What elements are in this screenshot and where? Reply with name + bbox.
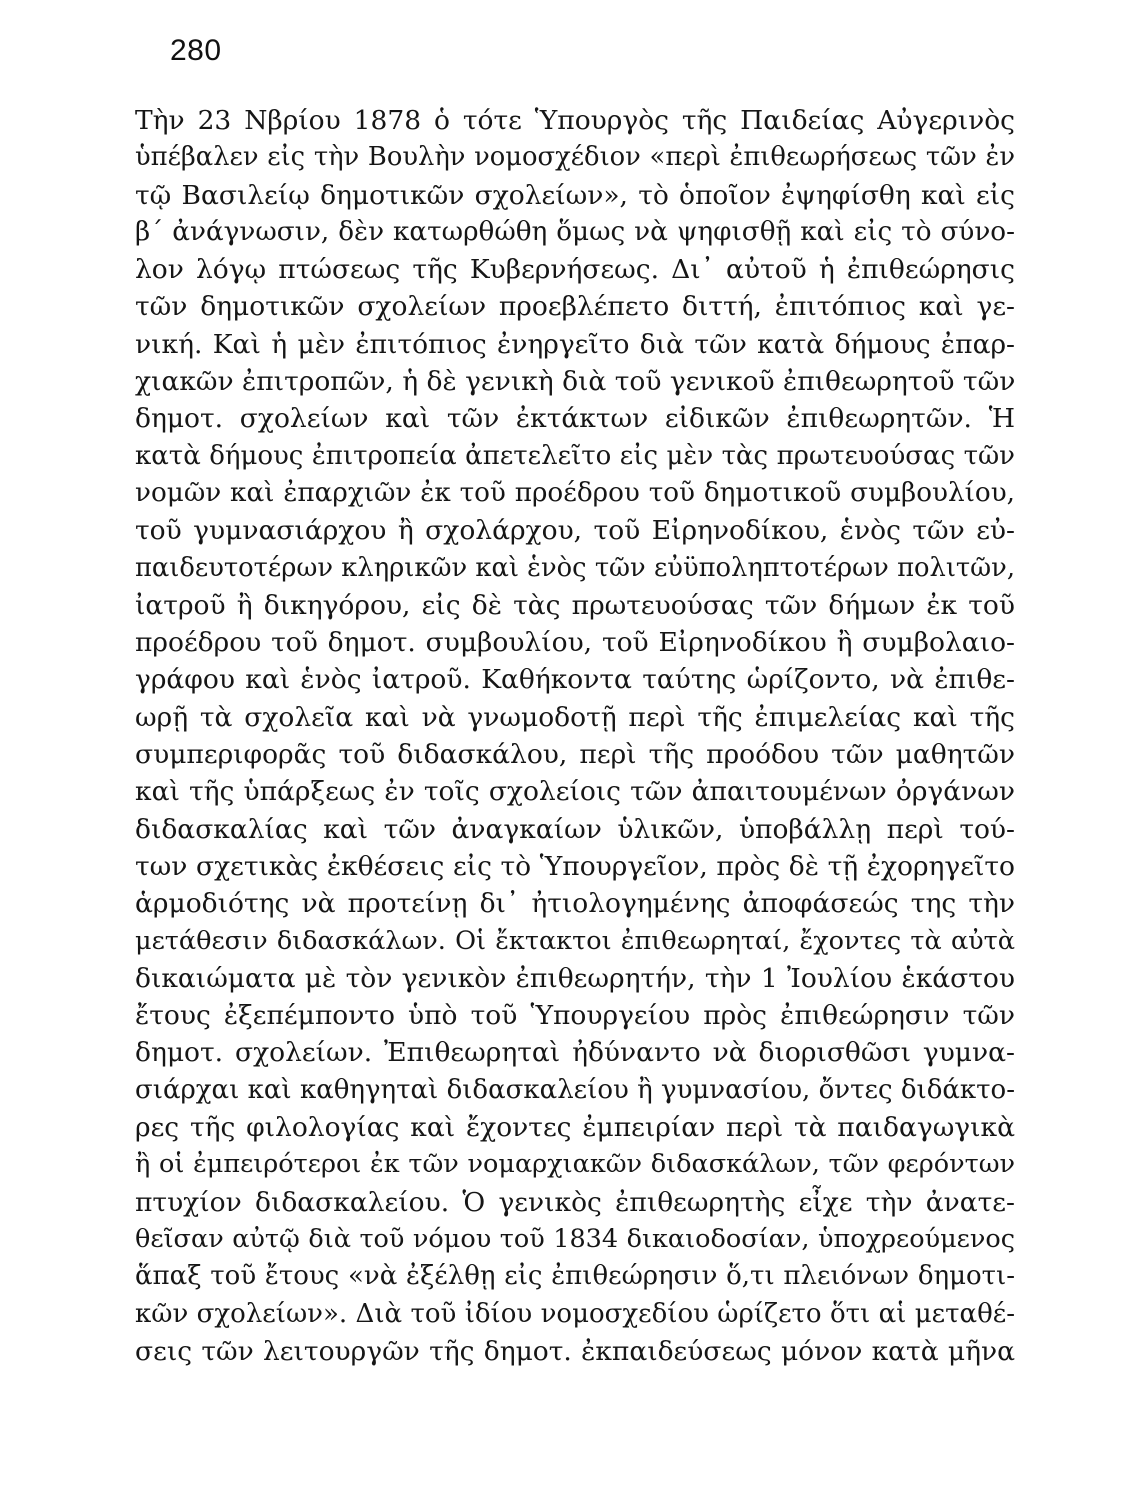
text-line: διδασκαλίας καὶ τῶν ἀναγκαίων ὑλικῶν, ὑποβάλλῃ περὶ τού- <box>135 813 1015 845</box>
text-line: ἁρμοδιότης νὰ προτείνῃ δι᾿ ἠτιολογημένης ἀποφάσεώς της τὴν <box>135 888 1015 920</box>
text-line: σεις τῶν λειτουργῶν τῆς δημοτ. ἐκπαιδεύσεως μόνον κατὰ μῆνα <box>135 1335 1015 1367</box>
text-line: ἰατροῦ ἢ δικηγόρου, εἰς δὲ τὰς πρωτευούσας τῶν δήμων ἐκ τοῦ <box>135 589 1015 621</box>
text-line: Τὴν 23 Νβρίου 1878 ὁ τότε Ὑπουργὸς τῆς Παιδείας Αὐγερινὸς <box>135 105 1015 136</box>
text-line: προέδρου τοῦ δημοτ. συμβουλίου, τοῦ Εἰρηνοδίκου ἢ συμβολαιο- <box>135 627 1015 659</box>
text-line: ωρῇ τὰ σχολεῖα καὶ νὰ γνωμοδοτῇ περὶ τῆς ἐπιμελείας καὶ τῆς <box>135 701 1015 733</box>
text-line: τῷ Βασιλείῳ δημοτικῶν σχολείων», τὸ ὁποῖον ἐψηφίσθη καὶ εἰς <box>135 179 1015 211</box>
text-line: νική. Καὶ ἡ μὲν ἐπιτόπιος ἐνηργεῖτο διὰ τῶν κατὰ δήμους ἐπαρ- <box>135 328 1015 360</box>
text-line: νομῶν καὶ ἐπαρχιῶν ἐκ τοῦ προέδρου τοῦ δημοτικοῦ συμβουλίου, <box>135 477 1015 508</box>
text-line: λον λόγῳ πτώσεως τῆς Κυβερνήσεως. Δι᾿ αὐτοῦ ἡ ἐπιθεώρησις <box>135 254 1015 286</box>
body-text <box>135 102 1015 1370</box>
text-line: κατὰ δήμους ἐπιτροπεία ἀπετελεῖτο εἰς μὲν τὰς πρωτευούσας τῶν <box>135 440 1015 471</box>
text-line: ἅπαξ τοῦ ἔτους «νὰ ἐξέλθῃ εἰς ἐπιθεώρησιν ὅ,τι πλειόνων δημοτι- <box>135 1261 1015 1292</box>
text-line: συμπεριφορᾶς τοῦ διδασκάλου, περὶ τῆς προόδου τῶν μαθητῶν <box>135 739 1015 771</box>
text-line: σιάρχαι καὶ καθηγηταὶ διδασκαλείου ἢ γυμνασίου, ὄντες διδάκτο- <box>135 1074 1015 1105</box>
text-line: ἢ οἱ ἐμπειρότεροι ἐκ τῶν νομαρχιακῶν διδασκάλων, τῶν φερόντων <box>135 1149 1015 1180</box>
text-line: τῶν δημοτικῶν σχολείων προεβλέπετο διττή, ἐπιτόπιος καὶ γε- <box>135 291 1015 323</box>
text-line: καὶ τῆς ὑπάρξεως ἐν τοῖς σχολείοις τῶν ἀπαιτουμένων ὀργάνων <box>135 776 1015 808</box>
text-line: δημοτ. σχολείων. Ἐπιθεωρηταὶ ἠδύναντο νὰ διορισθῶσι γυμνα- <box>135 1037 1015 1069</box>
text-line: ρες τῆς φιλολογίας καὶ ἔχοντες ἐμπειρίαν περὶ τὰ παιδαγωγικὰ <box>135 1112 1015 1144</box>
text-line: ὑπέβαλεν εἰς τὴν Βουλὴν νομοσχέδιον «περὶ ἐπιθεωρήσεως τῶν ἐν <box>135 142 1015 173</box>
text-line: δικαιώματα μὲ τὸν γενικὸν ἐπιθεωρητήν, τὴν 1 Ἰουλίου ἑκάστου <box>135 962 1015 994</box>
text-line: δημοτ. σχολείων καὶ τῶν ἐκτάκτων εἰδικῶν ἐπιθεωρητῶν. Ἡ <box>135 403 1015 435</box>
text-line: β΄ ἀνάγνωσιν, δὲν κατωρθώθη ὅμως νὰ ψηφισθῇ καὶ εἰς τὸ σύνο- <box>135 216 1015 247</box>
text-line: πτυχίον διδασκαλείου. Ὁ γενικὸς ἐπιθεωρητὴς εἶχε τὴν ἀνατε- <box>135 1186 1015 1218</box>
page-number: 280 <box>170 34 222 67</box>
text-line: θεῖσαν αὐτῷ διὰ τοῦ νόμου τοῦ 1834 δικαιοδοσίαν, ὑποχρεούμενος <box>135 1223 1015 1254</box>
text-line: γράφου καὶ ἑνὸς ἰατροῦ. Καθήκοντα ταύτης ὡρίζοντο, νὰ ἐπιθε- <box>135 664 1015 696</box>
text-line: παιδευτοτέρων κληρικῶν καὶ ἑνὸς τῶν εὐϋποληπτοτέρων πολιτῶν, <box>135 552 1015 583</box>
text-line: των σχετικὰς ἐκθέσεις εἰς τὸ Ὑπουργεῖον, πρὸς δὲ τῇ ἐχορηγεῖτο <box>135 850 1015 882</box>
text-line: χιακῶν ἐπιτροπῶν, ἡ δὲ γενικὴ διὰ τοῦ γενικοῦ ἐπιθεωρητοῦ τῶν <box>135 366 1015 398</box>
text-line: μετάθεσιν διδασκάλων. Οἱ ἔκτακτοι ἐπιθεωρηταί, ἔχοντες τὰ αὐτὰ <box>135 925 1015 956</box>
text-line: τοῦ γυμνασιάρχου ἢ σχολάρχου, τοῦ Εἰρηνοδίκου, ἑνὸς τῶν εὐ- <box>135 515 1015 547</box>
text-line: κῶν σχολείων». Διὰ τοῦ ἰδίου νομοσχεδίου ὡρίζετο ὅτι αἱ μεταθέ- <box>135 1298 1015 1329</box>
text-line: ἔτους ἐξεπέμποντο ὑπὸ τοῦ Ὑπουργείου πρὸς ἐπιθεώρησιν τῶν <box>135 1000 1015 1032</box>
